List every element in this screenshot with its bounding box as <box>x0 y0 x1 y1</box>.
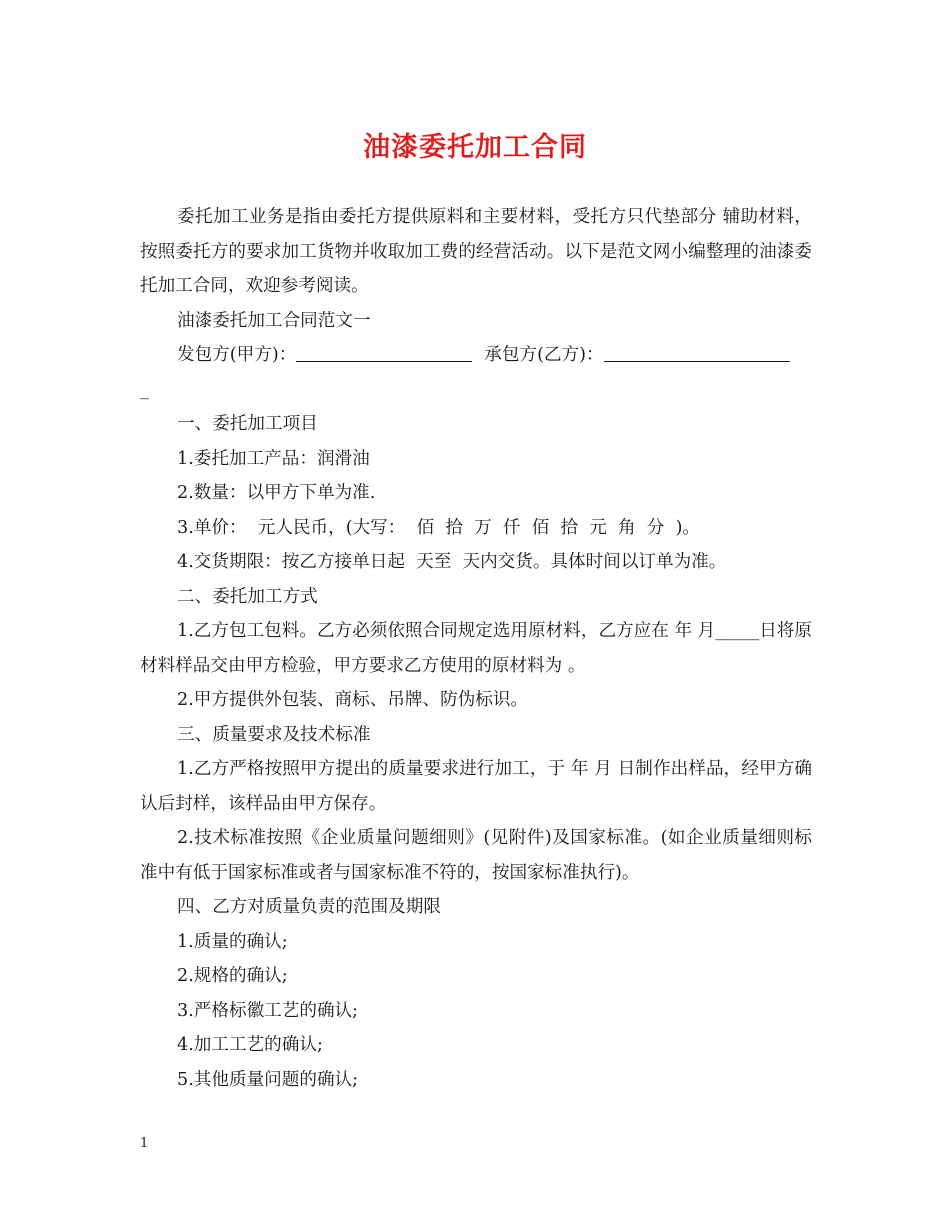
party-a-label: 发包方(甲方)： <box>177 345 297 365</box>
page-number: 1 <box>140 1136 149 1151</box>
party-b-label: 承包方(乙方)： <box>484 345 604 365</box>
section-3-item-1: 1.乙方严格按照甲方提出的质量要求进行加工，于 年 月 日制作出样品，经甲方确认后封样，该样品由甲方保存。 <box>140 759 812 814</box>
section-1-title: 一、委托加工项目 <box>177 414 318 434</box>
section-3-item-2: 2.技术标准按照《企业质量问题细则》(见附件)及国家标准。(如企业质量细则标准中有低于国家标准或者与国家标准不符的，按国家标准执行)。 <box>140 828 812 883</box>
document-title: 油漆委托加工合同 <box>363 132 587 163</box>
section-4-item-5: 5.其他质量问题的确认; <box>177 1069 359 1090</box>
section-1-item-4: 4.交货期限：按乙方接单日起 天至 天内交货。具体时间以订单为准。 <box>177 552 727 572</box>
section-3-title: 三、质量要求及技术标准 <box>177 724 371 745</box>
sample-heading: 油漆委托加工合同范文一 <box>177 310 371 331</box>
intro-paragraph: 委托加工业务是指由委托方提供原料和主要材料，受托方只代垫部分 辅助材料，按照委托方的要求加工货物并收取加工费的经营活动。以下是范文网小编整理的油漆委托加工合同，欢迎参考阅读。 <box>140 207 812 296</box>
party-a-blank <box>296 342 472 362</box>
document-body <box>140 200 812 1097</box>
section-4-item-3: 3.严格标徽工艺的确认; <box>177 1000 359 1021</box>
party-b-blank <box>604 342 790 362</box>
section-4-title: 四、乙方对质量负责的范围及期限 <box>177 897 441 917</box>
section-4-item-1: 1.质量的确认; <box>177 931 288 952</box>
section-2-item-1: 1.乙方包工包料。乙方必须依照合同规定选用原材料，乙方应在 年 月_____日将原材料样品交由甲方检验，甲方要求乙方使用的原材料为 。 <box>140 621 812 676</box>
section-4-item-2: 2.规格的确认; <box>177 966 288 986</box>
section-1-item-3: 3.单价： 元人民币，(大写： 佰 拾 万 仟 佰 拾 元 角 分 )。 <box>177 517 701 538</box>
section-2-title: 二、委托加工方式 <box>177 586 318 607</box>
section-1-item-2: 2.数量：以甲方下单为准. <box>177 483 376 503</box>
parties-line <box>140 338 812 373</box>
section-1-item-1: 1.委托加工产品：润滑油 <box>177 448 370 469</box>
section-2-item-2: 2.甲方提供外包装、商标、吊牌、防伪标识。 <box>177 690 529 710</box>
section-4-item-4: 4.加工工艺的确认; <box>177 1035 323 1055</box>
stray-underscore: _ <box>140 379 149 400</box>
